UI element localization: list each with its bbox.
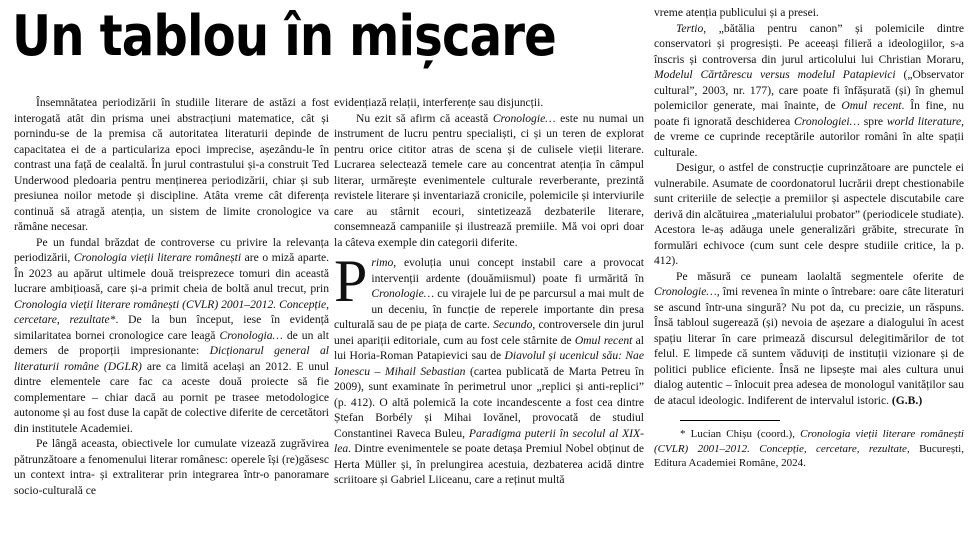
paragraph: Desigur, o astfel de construcție cuprinzătoare are punctele ei vulnerabile. Asumate de coordonatorul lucrării drept chestionabile sunt criteriile de selecție a premiilor și aspectele discutabile care derivă din alcătuirea „materialului probator” (periodicele studiate). Acestora le-aș adăuga unele generalizări grăbite, strecurate în formulări echivoce (cum sunt cele despre studiile critice, la p. 412). xyxy=(654,161,964,267)
article-headline: Un tablou în mișcare xyxy=(12,4,556,69)
footnote xyxy=(654,427,964,471)
footnote-divider xyxy=(680,420,780,421)
paragraph: Pe un fundal brăzdat de controverse cu privire la relevanța periodizării, Cronologia vieții literare românești are o miză aparte. În 2023 au apărut ultimele două treisprezece tomuri din această lucrare ambițioasă, care și-a primit cheia de boltă anul trecut, prin Cronologia vieții literare românești (CVLR) 2001–2012. Concepție, cercetare, rezultate*. De la bun început, iese în evidență similaritatea bornei cronologice care leagă Cronologia… de un alt demers de proporții impresionante: Dicționarul general al literaturii române (DGLR) are ca limită același an 2012. E unul dintre elementele care fac ca aceste două proiecte să fie complementare – chiar dacă au pornit pe trasee metodologice autonome și au fost duse la capăt de colective diferite de cercetători din institutele Academiei. xyxy=(14,235,329,435)
paragraph-dropcap: Primo, evoluția unui concept instabil care a provocat intervenții ardente (douămiismul) poate fi urmărită în Cronologie… cu virajele lui de pe parcursul a mai mult de un deceniu, în funcție de reperele importante din presa culturală sau de pe piața de carte. Secundo, controversele din jurul unei apariții editoriale, cum au fost cele stârnite de Omul recent al lui Horia-Roman Patapievici sau de Diavolul și ucenicul său: Nae Ionescu – Mihail Sebastian (cartea publicată de Marta Petreu în 2009), sunt examinate în perimetrul unor „replici și anti-replici” (p. 412). O altă polemică la cote incandescente a fost cea dintre Ștefan Borbély și Mihai Iovănel, provocată de studiul Constantinei Raveca Buleu, Paradigma puterii în secolul al XIX-lea. Dintre evenimentele se poate detașa Premiul Nobel obținut de Herta Müller și, în prelungirea acestuia, dezbaterea acidă dintre scriitoare și Gabriel Liiceanu, care a reținut multă xyxy=(334,248,645,486)
drop-cap: P xyxy=(334,248,368,314)
footnote-text: * Lucian Chișu (coord.), Cronologia vieții literare românești (CVLR) 2001–2012. Concepție, cercetare, rezultate, București, Editura Academiei Române, 2024. xyxy=(654,428,964,469)
paragraph: Însemnătatea periodizării în studiile literare de astăzi a fost interogată atât din prisma unei abstracțiuni matematice, cât și pornindu-se de la premisa că autoritatea literaturii depinde de capacitatea ei de a particulariza epoci imprecise, așezându-le în contrast una față de cealaltă. În jurul contrastului și-a construit Ted Underwood pledoaria pentru menținerea periodizării, chiar și sub presiunea noilor metode și discipline. Atâta vreme cât diferența continuă să atragă atenția, un sistem de limite cronologice va rămâne necesar. xyxy=(14,96,329,233)
paragraph: evidențiază relații, interferențe sau disjuncții. xyxy=(334,96,544,109)
paragraph: Pe lângă aceasta, obiectivele lor cumulate vizează zugrăvirea pătrunzătoare a fenomenului literar românesc: operele își (re)găsesc un context intra- și extraliterar prin integrarea într-o panoramare socio-culturală ce xyxy=(14,437,329,497)
paragraph: Pe măsură ce puneam laolaltă segmentele oferite de Cronologie…, îmi revenea în minte o întrebare: oare câte literaturi se ascund într-una singură? Nu pot da, cu precizie, un răspuns. Însă tabloul sugerează (și) nevoia de așezare a dialogului în acest spațiu literar în care primează discursul delegitimărilor de tot felul. E limpede că suntem văduviți de instituții vizionare și de politici publice eficiente. Însă ne lipsește mai ales cultura unui dialog autentic – înlocuit prea adesea de monologul vanităților sau de atacul ideologic. Indiferent de intervalul istoric. (G.B.) xyxy=(654,269,964,407)
paragraph: Nu ezit să afirm că această Cronologie… este nu numai un instrument de lucru pentru specialiști, ci și un teren de explorat pentru orice cititor atras de scena și de culisele vieții literare. Lucrarea selectează temele care au concentrat atenția în câmpul literar, urmărește evenimentele culturale reverberante, prezintă revistele literare și inventariază cronicile, polemicile și interviurile care au stârnit ecouri, sintetizează dezbaterile literare, consemnează campaniile și ilustrează premiile. Mă voi opri doar la câteva exemple din categorii diferite. xyxy=(334,111,644,249)
column-2 xyxy=(334,95,644,488)
column-3 xyxy=(654,5,964,471)
column-1 xyxy=(14,95,329,498)
paragraph: Tertio, „bătălia pentru canon” și polemicile dintre conservatori și progresiști. Pe aceeași filieră a ideologiilor, s-a înscris și controversa din jurul articolului lui Christian Moraru, Modelul Cărtărescu versus modelul Patapievici („Observator cultural”, 2003, nr. 177), care poate fi înfășurată (și) în ghemul polemicilor generate, mai înainte, de Omul recent. În fine, nu poate fi ignorată deschiderea Cronologiei… spre world literature, de vreme ce cuprinde receptările autorilor români în alte spații culturale. xyxy=(654,21,964,159)
author-signature: (G.B.) xyxy=(891,393,923,407)
paragraph: vreme atenția publicului și a presei. xyxy=(654,6,819,19)
